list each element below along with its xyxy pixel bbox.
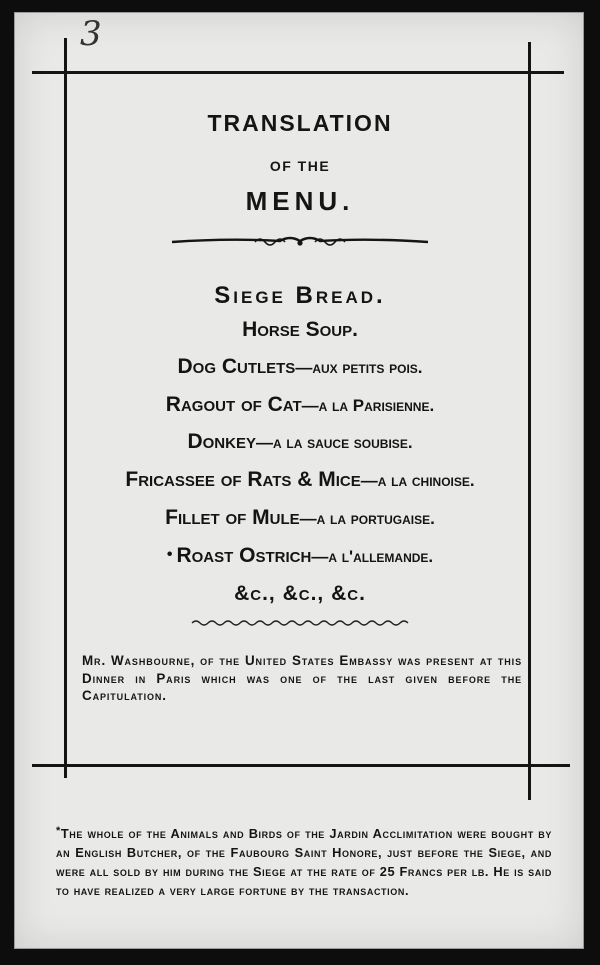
dish-name: Fillet of Mule	[165, 506, 300, 529]
title: TRANSLATION	[207, 110, 393, 136]
footnote-marker: *	[56, 825, 61, 837]
dish-style: —a l'allemande.	[311, 547, 434, 566]
top-rule	[32, 71, 564, 74]
dish-name: Horse Soup.	[242, 318, 358, 341]
dish-style: —a la sauce soubise.	[255, 433, 413, 452]
dish-name: Fricassee of Rats & Mice	[125, 468, 361, 491]
dish-style: —a la chinoise.	[360, 471, 475, 490]
dish-name: Dog Cutlets	[177, 355, 296, 378]
dish-style: —a la Parisienne.	[301, 396, 435, 415]
dish-name: Roast Ostrich	[176, 544, 312, 567]
dish-name: &c., &c., &c.	[234, 582, 366, 605]
dish-name: Donkey	[187, 430, 256, 453]
embassy-note: Mr. Washbourne, of the United States Embassy was present at this Dinner in Paris which was one of the last given before the Capitulation.	[82, 653, 522, 703]
menu-item	[0, 468, 600, 492]
footnote-text: The whole of the Animals and Birds of the Jardin Acclimitation were bought by an English Butcher, of the Faubourg Saint Honore, just before the Siege, and were all sold by him during the Siege at the rate of 25 Francs per lb. He is said to have realized a very large fortune by the transaction.	[56, 826, 552, 898]
menu-item	[0, 393, 600, 417]
footnote-marker: •	[166, 546, 173, 563]
dish-style: —a la portugaise.	[299, 509, 435, 528]
subtitle: MENU.	[245, 186, 355, 216]
menu-item	[0, 318, 600, 342]
menu-item	[0, 544, 600, 568]
handwritten-page-number: 3	[80, 14, 102, 54]
bottom-rule	[32, 764, 570, 767]
dish-name: Siege Bread.	[214, 282, 386, 309]
menu-item	[0, 582, 600, 606]
menu-item	[0, 355, 600, 379]
wavy-divider	[190, 618, 410, 628]
menu-item	[0, 430, 600, 454]
right-rule	[528, 42, 531, 800]
footnote	[56, 822, 552, 900]
title-connector: OF THE	[269, 158, 331, 174]
ornamental-divider	[170, 232, 430, 250]
menu-item	[0, 282, 600, 310]
dish-style: —aux petits pois.	[295, 358, 423, 377]
dish-name: Ragout of Cat	[165, 393, 302, 416]
menu-item	[0, 506, 600, 530]
